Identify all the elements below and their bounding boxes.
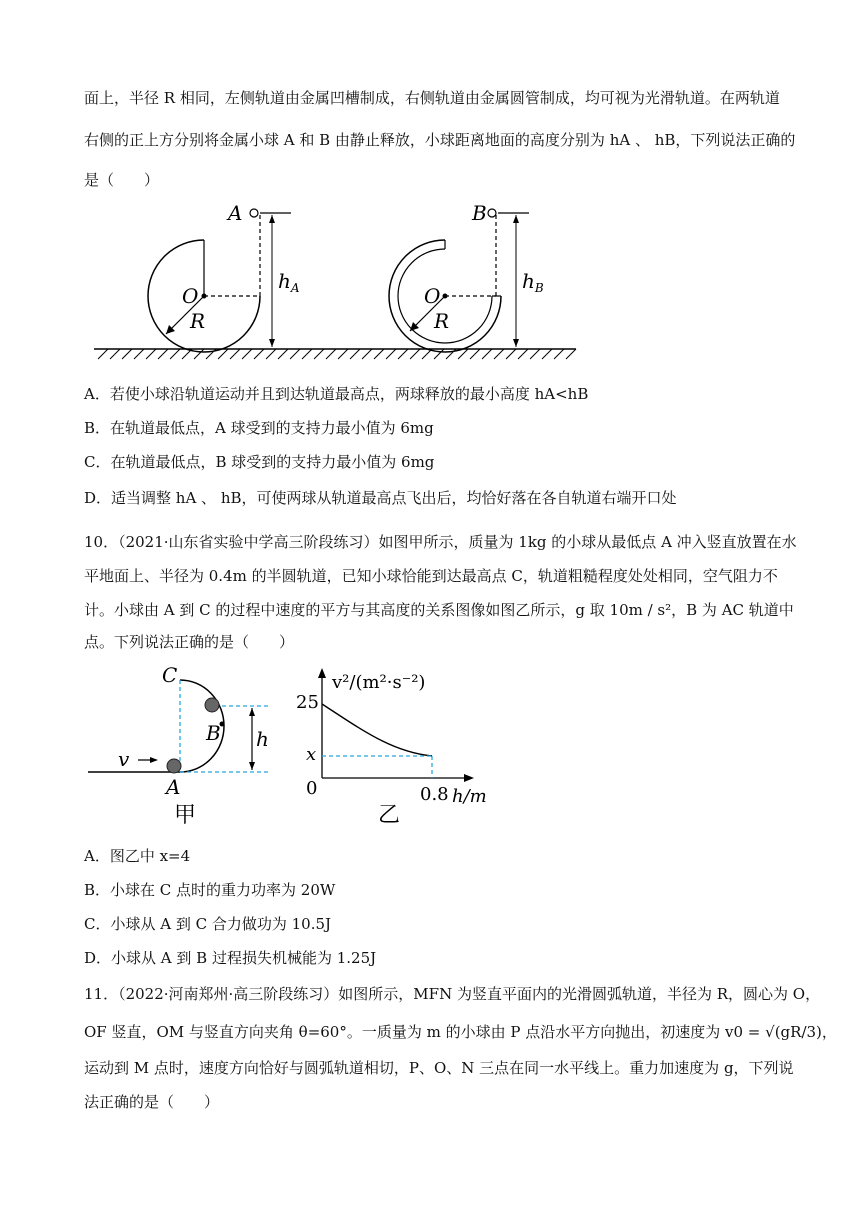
q10-line-1: 10．（2021·山东省实验中学高三阶段练习）如图甲所示，质量为 1kg 的小球从最低点 A 冲入竖直放置在水 xyxy=(84,533,797,551)
q9-option-c: C．在轨道最低点，B 球受到的支持力最小值为 6mg xyxy=(84,453,435,471)
q9-intro-line-1: 面上，半径 R 相同，左侧轨道由金属凹槽制成，右侧轨道由金属圆管制成，均可视为光滑轨道。在两轨道 xyxy=(84,89,780,107)
label-jia: 甲 xyxy=(174,803,197,828)
q10-figure-jia xyxy=(86,660,286,830)
q10-line-4: 点。下列说法正确的是（ ） xyxy=(84,633,295,651)
x-axis-label: h/m xyxy=(452,786,487,807)
q9-option-d: D．适当调整 hA 、 hB，可使两球从轨道最高点飞出后，均恰好落在各自轨道右端开口处 xyxy=(84,489,677,507)
label-R-left: R xyxy=(190,309,206,333)
y-axis-label: v²/(m²·s⁻²) xyxy=(332,672,426,693)
right-track xyxy=(389,209,529,352)
label-B: B xyxy=(206,721,221,745)
y-tick-x: x xyxy=(306,744,317,765)
origin-label: 0 xyxy=(306,778,318,799)
q9-option-b: B．在轨道最低点，A 球受到的支持力最小值为 6mg xyxy=(84,419,434,437)
q10-option-a: A．图乙中 x=4 xyxy=(84,847,191,865)
q10-line-3: 计。小球由 A 到 C 的过程中速度的平方与其高度的关系图像如图乙所示，g 取 10m / s²，B 为 AC 轨道中 xyxy=(84,601,794,619)
left-track xyxy=(148,209,291,352)
x-tick-08: 0.8 xyxy=(420,784,449,805)
label-yi: 乙 xyxy=(378,803,401,828)
label-B-ball: B xyxy=(472,201,487,225)
q9-intro-line-3: 是（ ） xyxy=(84,171,160,189)
q10-line-2: 平地面上、半径为 0.4m 的半圆轨道，已知小球恰能到达最高点 C，轨道粗糙程度处处相同，空气阻力不 xyxy=(84,567,778,585)
label-hA: $h_A$ xyxy=(278,269,300,295)
q10-figure-yi xyxy=(292,660,512,830)
q9-option-a: A．若使小球沿轨道运动并且到达轨道最高点，两球释放的最小高度 hA<hB xyxy=(84,385,589,403)
label-O-left: O xyxy=(182,284,199,308)
q11-line-4: 法正确的是（ ） xyxy=(84,1093,220,1111)
q9-figure xyxy=(86,200,586,370)
q11-line-3: 运动到 M 点时，速度方向恰好与圆弧轨道相切，P、O、N 三点在同一水平线上。重力加速度为 g，下列说 xyxy=(84,1059,794,1077)
label-v: v xyxy=(118,747,130,771)
y-tick-25: 25 xyxy=(296,692,319,713)
label-R-right: R xyxy=(434,309,450,333)
q10-option-c: C．小球从 A 到 C 合力做功为 10.5J xyxy=(84,915,332,933)
label-A-ball: A xyxy=(228,201,243,225)
label-O-right: O xyxy=(424,284,441,308)
q11-line-1: 11．（2022·河南郑州·高三阶段练习）如图所示，MFN 为竖直平面内的光滑圆弧轨道，半径为 R，圆心为 O， xyxy=(84,985,821,1003)
q10-option-b: B．小球在 C 点时的重力功率为 20W xyxy=(84,881,336,899)
label-C: C xyxy=(162,663,178,687)
q10-option-d: D．小球从 A 到 B 过程损失机械能为 1.25J xyxy=(84,949,377,967)
label-h: h xyxy=(256,727,269,751)
label-A: A xyxy=(166,775,181,799)
q11-line-2: OF 竖直，OM 与竖直方向夹角 θ=60°。一质量为 m 的小球由 P 点沿水平方向抛出，初速度为 v0 = √(gR/3)， xyxy=(84,1023,837,1041)
label-hB: $h_B$ xyxy=(522,269,544,295)
q9-intro-line-2: 右侧的正上方分别将金属小球 A 和 B 由静止释放，小球距离地面的高度分别为 hA 、 hB，下列说法正确的 xyxy=(84,131,796,149)
